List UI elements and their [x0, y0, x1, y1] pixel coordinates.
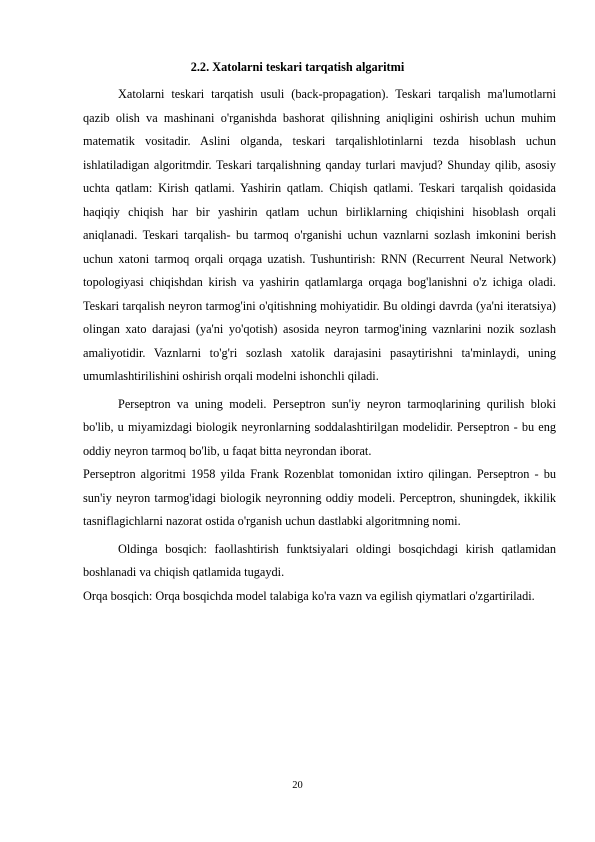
paragraph-backward-stage: Orqa bosqich: Orqa bosqichda model talabiga ko'ra vazn va egilish qiymatlari o'zgartiriladi. [83, 588, 535, 603]
paragraph-perceptron-history: Perseptron algoritmi 1958 yilda Frank Rozenblat tomonidan ixtiro qilingan. Perseptron - bu sun'iy neyron tarmog'idagi biologik neyronning oddiy modeli. Perceptron, shuningdek, ikkilik tasniflagichlarni nazorat ostida o'rganish uchun dastlabki algoritmning nomi. [83, 467, 556, 528]
section-heading: 2.2. Xatolarni teskari tarqatish algaritmi [190, 60, 405, 74]
paragraph-backpropagation: Xatolarni teskari tarqatish usuli (back-propagation). Teskari tarqalish ma'lumotlarni qazib olish va mashinani o'rganishda bashorat qilishning aniqligini oshirish uchun muhim matematik vositadir. Aslini olganda, teskari tarqalishlotinlarni tezda hisoblash uchun ishlatiladigan algoritmdir. Teskari tarqalishning qanday turlari mavjud? Shunday qilib, asosiy uchta qatlam: Kirish qatlami. Yashirin qatlam. Chiqish qatlami. Teskari tarqalish qoidasida haqiqiy chiqish har bir yashirin qatlam uchun birliklarning chiqishini hisoblash orqali aniqlanadi. Teskari tarqalish- bu tarmoq o'rganishi uchun vaznlarni sozlash imkonini berish uchun xatoni tarmoq orqali orqaga uzatish. Tushuntirish: RNN (Recurrent Neural Network) topologiyasi chiqishdan kirish va yashirin qatlamlarga orqaga bog'lanishni o'z ichiga oladi. Teskari tarqalish neyron tarmog'ini o'qitishning mohiyatidir. Bu oldingi davrda (ya'ni iteratsiya) olingan xato darajasi (ya'ni yo'qotish) asosida neyron tarmog'ining vaznlarini nozik sozlash amaliyotidir. Vaznlarni to'g'ri sozlash xatolik darajasini pasaytirishni ta'minlaydi, uning umumlashtirilishini oshirish orqali modelni ishonchli qiladi. [83, 87, 556, 383]
document-body [83, 83, 556, 608]
paragraph-perceptron-model: Perseptron va uning modeli. Perseptron sun'iy neyron tarmoqlarining qurilish bloki bo'lib, u miyamizdagi biologik neyronlarning soddalashtirilgan modelidir. Perseptron - bu eng oddiy neyron tarmoq bo'lib, u faqat bitta neyrondan iborat. [83, 396, 556, 458]
page-number: 20 [292, 780, 303, 791]
paragraph-forward-stage: Oldinga bosqich: faollashtirish funktsiyalari oldingi bosqichdagi kirish qatlamidan boshlanadi va chiqish qatlamida tugaydi. [83, 541, 556, 579]
